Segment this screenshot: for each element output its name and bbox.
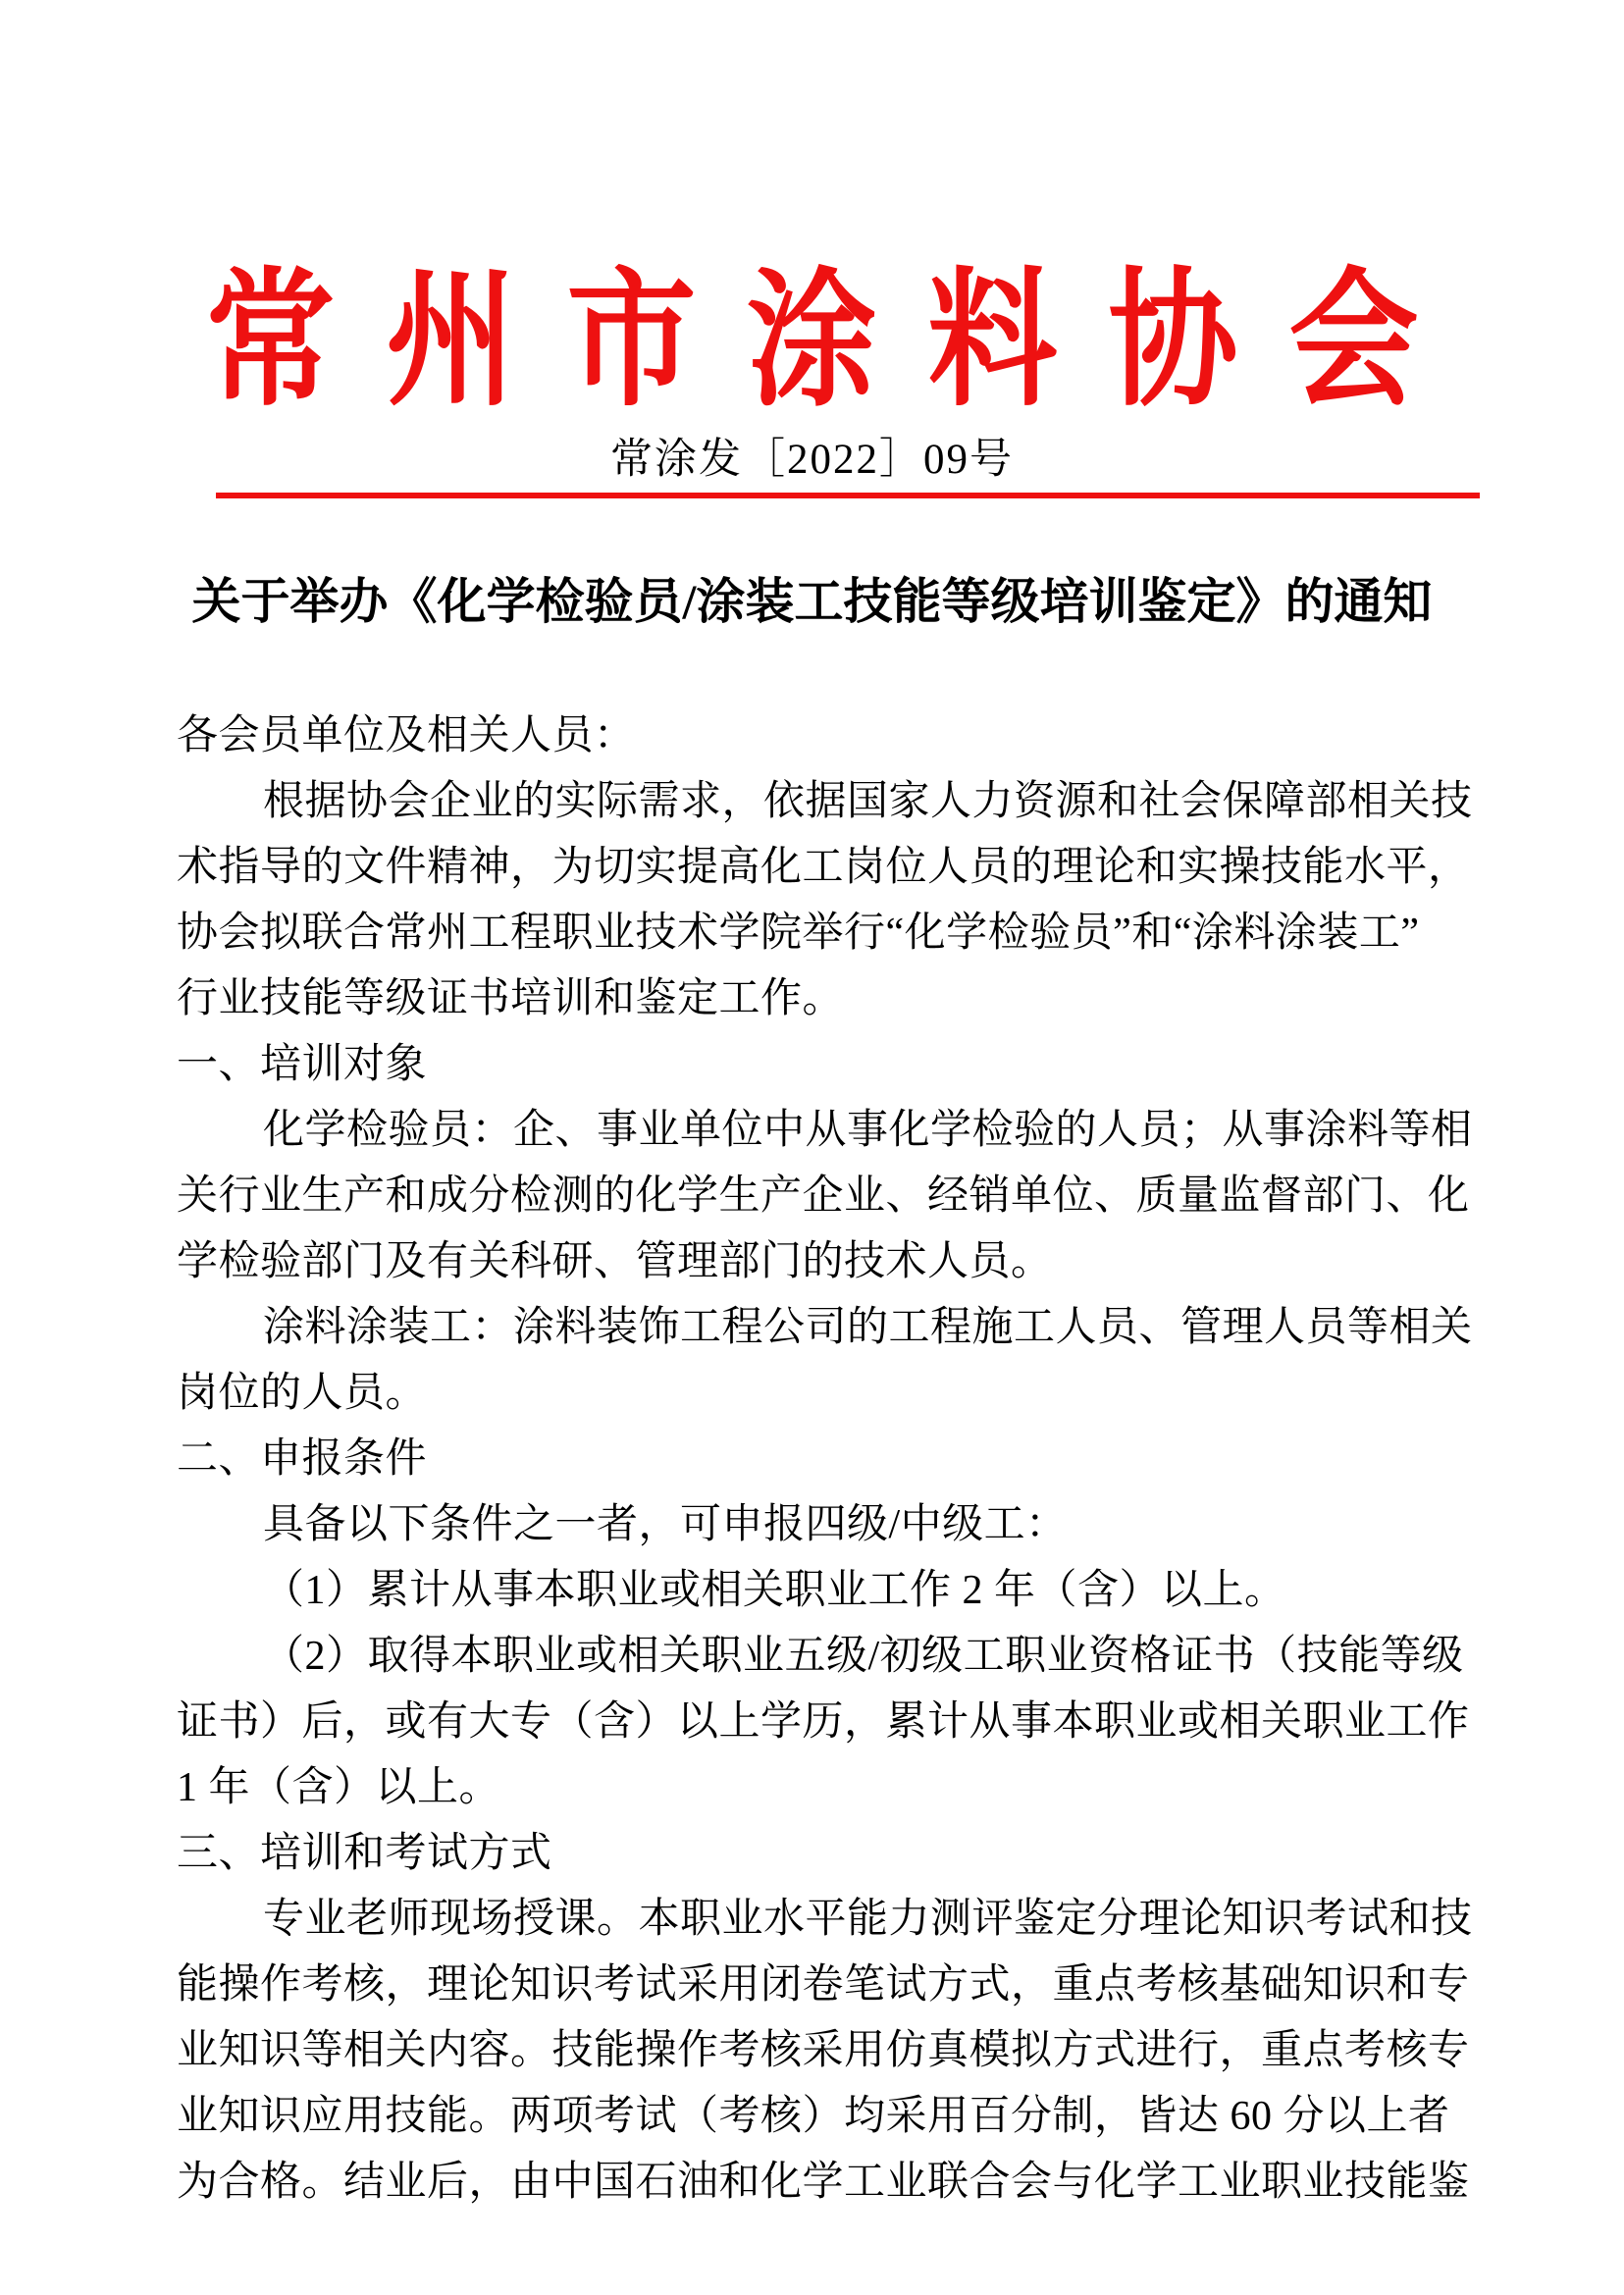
paragraph-line: 业知识应用技能。两项考试（考核）均采用百分制，皆达 60 分以上者: [177, 2094, 1450, 2139]
red-divider-rule: [216, 493, 1480, 498]
document-number: 常涂发［2022］09号: [610, 437, 1014, 483]
salutation-line: 各会员单位及相关人员：: [177, 713, 636, 758]
paragraph-line: 关行业生产和成分检测的化学生产企业、经销单位、质量监督部门、化: [177, 1174, 1470, 1219]
notice-title: 关于举办《化学检验员/涂装工技能等级培训鉴定》的通知: [191, 574, 1433, 629]
paragraph-line: 术指导的文件精神，为切实提高化工岗位人员的理论和实操技能水平，: [177, 845, 1470, 890]
section-heading-line: 一、培训对象: [177, 1042, 428, 1087]
section-heading-line: 三、培训和考试方式: [177, 1831, 552, 1876]
paragraph-line: 岗位的人员。: [177, 1371, 428, 1416]
section-heading-line: 二、申报条件: [177, 1436, 428, 1482]
paragraph-line: 涂料涂装工：涂料装饰工程公司的工程施工人员、管理人员等相关: [263, 1305, 1473, 1350]
notice-body: [177, 704, 1474, 2216]
paragraph-line: 为合格。结业后，由中国石油和化学工业联合会与化学工业职业技能鉴: [177, 2160, 1470, 2205]
paragraph-line: 专业老师现场授课。本职业水平能力测评鉴定分理论知识考试和技: [263, 1897, 1473, 1942]
paragraph-line: 学检验部门及有关科研、管理部门的技术人员。: [177, 1239, 1053, 1284]
paragraph-line: 根据协会企业的实际需求，依据国家人力资源和社会保障部相关技: [263, 779, 1473, 824]
organization-title: 常州市涂料协会: [205, 258, 1470, 425]
paragraph-line: 1 年（含）以上。: [177, 1765, 501, 1810]
paragraph-line: 行业技能等级证书培训和鉴定工作。: [177, 976, 845, 1021]
paragraph-line: 能操作考核，理论知识考试采用闭卷笔试方式，重点考核基础知识和专: [177, 1962, 1470, 2008]
list-item-line: （2）取得本职业或相关职业五级/初级工职业资格证书（技能等级: [263, 1634, 1464, 1679]
paragraph-line: 证书）后，或有大专（含）以上学历，累计从事本职业或相关职业工作: [177, 1699, 1470, 1745]
paragraph-line: 具备以下条件之一者，可申报四级/中级工：: [263, 1502, 1068, 1547]
paragraph-line: 化学检验员：企、事业单位中从事化学检验的人员；从事涂料等相: [263, 1108, 1473, 1153]
paragraph-line: 协会拟联合常州工程职业技术学院举行“化学检验员”和“涂料涂装工”: [177, 911, 1420, 956]
list-item-line: （1）累计从事本职业或相关职业工作 2 年（含）以上。: [263, 1568, 1286, 1613]
paragraph-line: 业知识等相关内容。技能操作考核采用仿真模拟方式进行，重点考核专: [177, 2028, 1470, 2073]
